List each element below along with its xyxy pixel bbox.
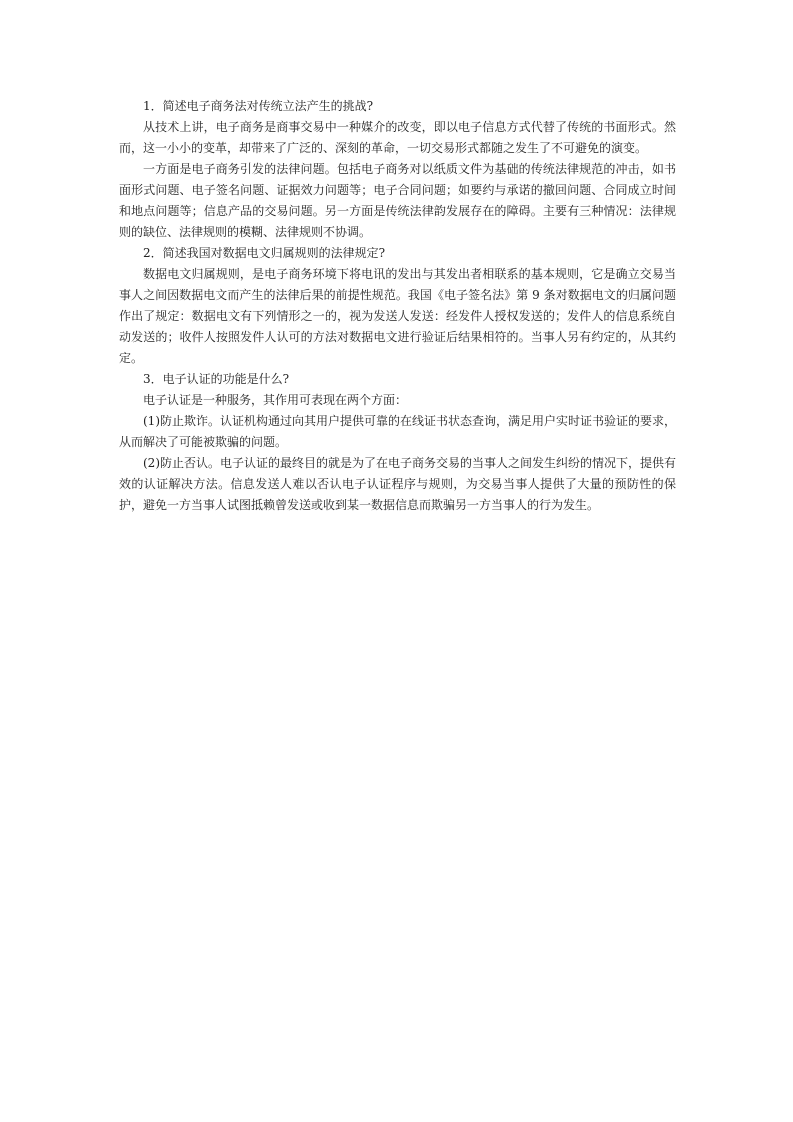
- answer-3-point-1: (1)防止欺诈。认证机构通过向其用户提供可靠的在线证书状态查询，满足用户实时证书验证的要求，从而解决了可能被欺骗的问题。: [119, 414, 677, 449]
- answer-1-paragraph-2: 一方面是电子商务引发的法律问题。包括电子商务对以纸质文件为基础的传统法律规范的冲击，如书面形式问题、电子签名问题、证据效力问题等；电子合同问题；如要约与承诺的撤回问题、合同成立时间和地点问题等；信息产品的交易问题。另一方面是传统法律韵发展存在的障碍。主要有三种情况：法律规则的缺位、法律规则的模糊、法律规则不协调。: [119, 162, 676, 239]
- question-3-heading: 3．电子认证的功能是什么?: [143, 372, 290, 386]
- question-1-heading: 1．简述电子商务法对传统立法产生的挑战?: [143, 99, 374, 113]
- answer-1-paragraph-1: 从技术上讲，电子商务是商事交易中一种媒介的改变，即以电子信息方式代替了传统的书面形式。然而，这一小小的变革，却带来了广泛的、深刻的革命，一切交易形式都随之发生了不可避免的演变。: [119, 120, 676, 155]
- answer-2-paragraph: 数据电文归属规则，是电子商务环境下将电讯的发出与其发出者相联系的基本规则，它是确立交易当事人之间因数据电文而产生的法律后果的前提性规范。我国《电子签名法》第 9 条对数据电文的归属问题作出了规定：数据电文有下列情形之一的，视为发送人发送：经发件人授权发送的；发件人的信息系统自动发送的；收件人按照发件人认可的方法对数据电文进行验证后结果相符的。当事人另有约定的，从其约定。: [119, 267, 676, 365]
- answer-3-intro: 电子认证是一种服务，其作用可表现在两个方面：: [143, 393, 408, 407]
- answer-3-point-2: (2)防止否认。电子认证的最终目的就是为了在电子商务交易的当事人之间发生纠纷的情况下，提供有效的认证解决方法。信息发送人难以否认电子认证程序与规则，为交易当事人提供了大量的预防性的保护，避免一方当事人试图抵赖曾发送或收到某一数据信息而欺骗另一方当事人的行为发生。: [119, 456, 677, 512]
- question-2-heading: 2．简述我国对数据电文归属规则的法律规定?: [143, 246, 386, 260]
- document-body: [119, 96, 676, 516]
